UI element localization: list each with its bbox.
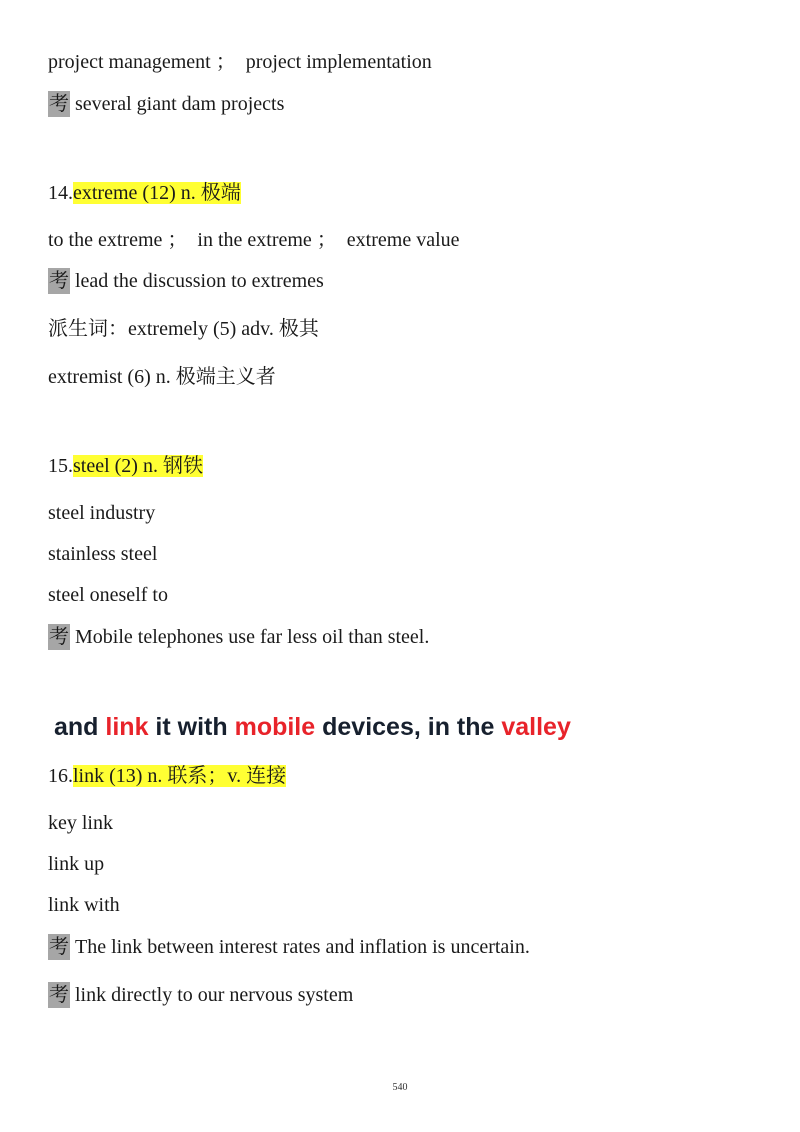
entry-heading xyxy=(48,180,241,206)
entry-heading xyxy=(48,453,203,479)
entry-number: 14. xyxy=(48,182,73,204)
exam-example-text: Mobile telephones use far less oil than steel. xyxy=(75,626,430,648)
exam-tag: 考 xyxy=(49,936,69,958)
derivative-line: 派生词：extremely (5) adv. 极其 xyxy=(48,318,319,340)
subheading-highlight: mobile xyxy=(234,713,316,741)
phrase-line: key link xyxy=(48,812,113,834)
phrases-line: project management ； project implementation xyxy=(48,51,432,73)
entry-heading xyxy=(48,763,286,789)
exam-tag: 考 xyxy=(49,93,69,115)
exam-example-text: The link between interest rates and inflation is uncertain. xyxy=(75,936,530,958)
subheading-text: it with xyxy=(148,713,235,741)
subheading-text: and xyxy=(54,713,106,741)
subheading-highlight: link xyxy=(105,713,149,741)
exam-example-line xyxy=(48,934,530,960)
subheading-text: devices, in the xyxy=(315,713,502,741)
phrases-line: to the extreme ； in the extreme ； extreme value xyxy=(48,229,460,251)
exam-example-text: lead the discussion to extremes xyxy=(75,270,324,292)
exam-tag: 考 xyxy=(49,984,69,1006)
exam-example-line xyxy=(48,624,429,650)
entry-number: 16. xyxy=(48,765,73,787)
exam-example-line xyxy=(48,268,324,294)
phrase-line: steel industry xyxy=(48,502,156,524)
exam-example-line xyxy=(48,982,353,1008)
page-number: 540 xyxy=(392,1082,408,1093)
exam-example-text: link directly to our nervous system xyxy=(75,984,354,1006)
phrase-line: link up xyxy=(48,853,105,875)
subheading xyxy=(54,711,571,743)
exam-tag: 考 xyxy=(49,270,69,292)
entry-number: 15. xyxy=(48,455,73,477)
derivative-line: extremist (6) n. 极端主义者 xyxy=(48,366,276,388)
subheading-highlight: valley xyxy=(501,713,571,741)
phrase-line: stainless steel xyxy=(48,543,158,565)
entry-headword: steel (2) n. 钢铁 xyxy=(73,455,203,477)
phrase-line: link with xyxy=(48,894,120,916)
phrase-line: steel oneself to xyxy=(48,584,168,606)
entry-headword: extreme (12) n. 极端 xyxy=(73,182,241,204)
entry-headword: link (13) n. 联系；v. 连接 xyxy=(73,765,287,787)
exam-example-text: several giant dam projects xyxy=(75,93,285,115)
exam-tag: 考 xyxy=(49,626,69,648)
exam-example-line xyxy=(48,91,284,117)
